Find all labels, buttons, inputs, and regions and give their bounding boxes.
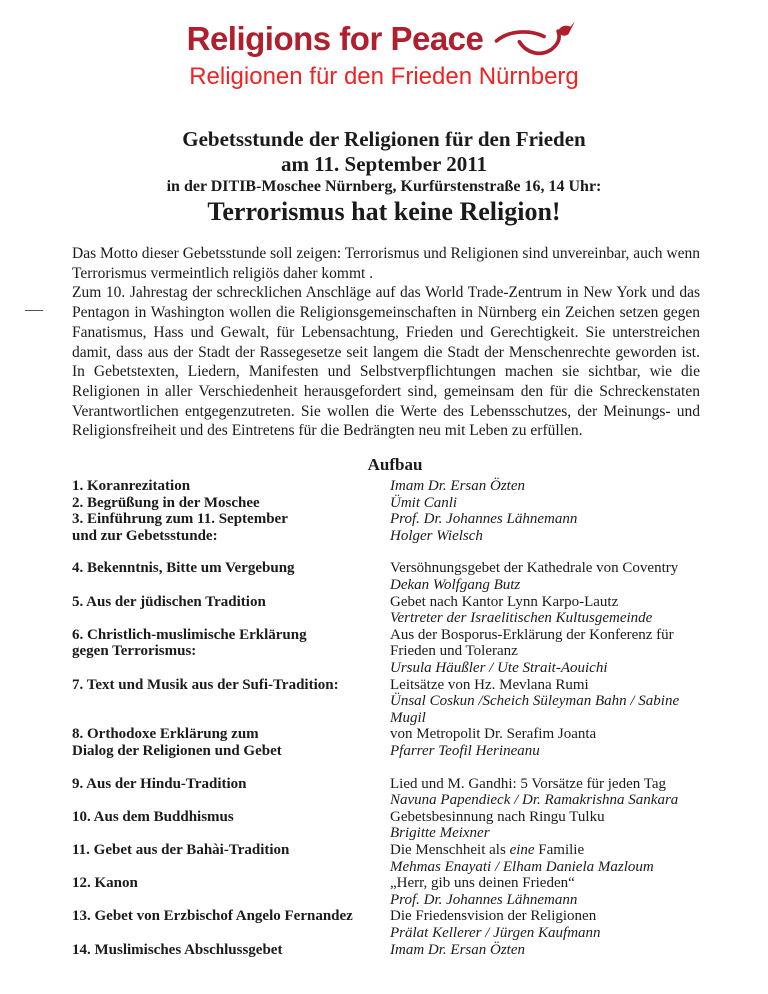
program-item-detail: Gebetsbesinnung nach Ringu Tulku Brigitte Meixner [390,808,605,842]
program-item-title: 12. Kanon [72,875,138,892]
program-item [72,908,708,941]
body-paragraph-2: Zum 10. Jahrestag der schrecklichen Anschläge auf das World Trade-Zentrum in New York und das Pentagon in Washington wollen die Religionsgemeinschaften in Nürnberg ein Zeichen setzen gegen Fanatismus, Hass und Gewalt, für Lebensachtung, Frieden und Gerechtigkeit. Sie unterstreichen damit, dass aus der Stadt der Rassegesetze seit langem die Stadt der Menschenrechte geworden ist. In Gebetstexten, Liedern, Manifesten und Selbstverpflichtungen machen sie sichtbar, wie die Religionen in aller Verschiedenheit herausgefordert sind, gemeinsam den für die Schreckenstaten Verantwortlichen entgegenzutreten. Sie wollen die Werte des Lebensschutzes, der Meinungs- und Religionsfreiheit und des Eintretens für die Bedrängten neu mit Leben zu erfüllen. [72,284,700,440]
event-date: am 11. September 2011 [280,151,488,176]
event-motto: Terrorismus hat keine Religion! [207,197,561,227]
program-item-detail: Aus der Bosporus-Erklärung der Konferenz für Frieden und Toleranz Ursula Häußler / Ute Strait-Aouichi [390,626,674,677]
program-item-detail: Imam Dr. Ersan Özten [390,941,525,958]
program-item [72,594,708,627]
program-item-title: 7. Text und Musik aus der Sufi-Tradition: [72,676,339,693]
program-item-detail: „Herr, gib uns deinen Frieden“ Prof. Dr. Johannes Lähnemann [390,875,578,908]
program-item-title: 2. Begrüßung in der Moschee [72,494,260,511]
program-item-title: 9. Aus der Hindu-Tradition [72,775,247,792]
program-item [72,627,708,677]
program-item-title: 14. Muslimisches Abschlussgebet [72,941,283,958]
body-paragraph-1: Das Motto dieser Gebetsstunde soll zeigen: Terrorismus und Religionen sind unvereinbar, auch wenn Terrorismus vermeintlich religiös daher kommt . [72,245,700,282]
program-item [72,478,708,495]
program-item [72,511,708,544]
event-location: in der DITIB-Moschee Nürnberg, Kurfürstenstraße 16, 14 Uhr: [166,177,602,195]
program-item-title: 4. Bekenntnis, Bitte um Vergebung [72,560,295,577]
logo-subtitle: Religionen für den Frieden Nürnberg [189,63,579,90]
program-item-title: 11. Gebet aus der Bahài-Tradition [72,841,290,858]
program-item-detail: Imam Dr. Ersan Özten [390,478,525,495]
logo-title: Religions for Peace [186,20,484,57]
program-item-detail: Die Friedensvision der Religionen Prälat Kellerer / Jürgen Kaufmann [390,908,601,941]
program-item-title: 13. Gebet von Erzbischof Angelo Fernandez [72,908,353,925]
program-heading: Aufbau [367,455,423,475]
program-item-detail: Gebet nach Kantor Lynn Karpo-Lautz Vertreter der Israelitischen Kultusgemeinde [390,593,653,627]
program-item [72,726,708,759]
program-item-detail: Leitsätze von Hz. Mevlana Rumi Ünsal Coskun /Scheich Süleyman Bahn / Sabine Mugil [390,676,680,726]
program-item-title: 1. Koranrezitation [72,478,191,495]
title-block [0,127,768,228]
dove-icon [493,18,581,62]
program-item-title: 5. Aus der jüdischen Tradition [72,593,266,610]
program-item [72,809,708,842]
logo-block [0,0,768,91]
margin-dash-mark: — [25,299,43,319]
program-item [72,776,708,809]
program-item [72,495,708,512]
program-item-title: 3. Einführung zum 11. September und zur Gebetsstunde: [72,511,288,544]
program-block [72,455,708,958]
program-item-detail: Ümit Canli [390,494,458,511]
program-item [72,677,708,727]
event-title-line1: Gebetsstunde der Religionen für den Frieden [182,127,586,151]
program-item-title: 10. Aus dem Buddhismus [72,808,234,825]
program-item-detail: von Metropolit Dr. Serafim Joanta Pfarrer Teofil Herineanu [390,726,597,760]
program-item-detail: Prof. Dr. Johannes Lähnemann Holger Wielsch [390,511,578,544]
program-list [72,478,708,958]
program-item [72,560,708,593]
program-item-title: 8. Orthodoxe Erklärung zum Dialog der Religionen und Gebet [72,726,282,760]
program-item [72,842,708,875]
program-item [72,942,708,959]
program-item-detail: Die Menschheit als eine Familie Mehmas Enayati / Elham Daniela Mazloum [390,841,654,875]
program-item-title: 6. Christlich-muslimische Erklärung gegen Terrorismus: [72,626,307,660]
program-item-detail: Lied und M. Gandhi: 5 Vorsätze für jeden Tag Navuna Papendieck / Dr. Ramakrishna Sankara [390,775,679,809]
program-item [72,875,708,908]
program-item-detail: Versöhnungsgebet der Kathedrale von Coventry Dekan Wolfgang Butz [390,560,679,594]
body-text [72,244,700,441]
